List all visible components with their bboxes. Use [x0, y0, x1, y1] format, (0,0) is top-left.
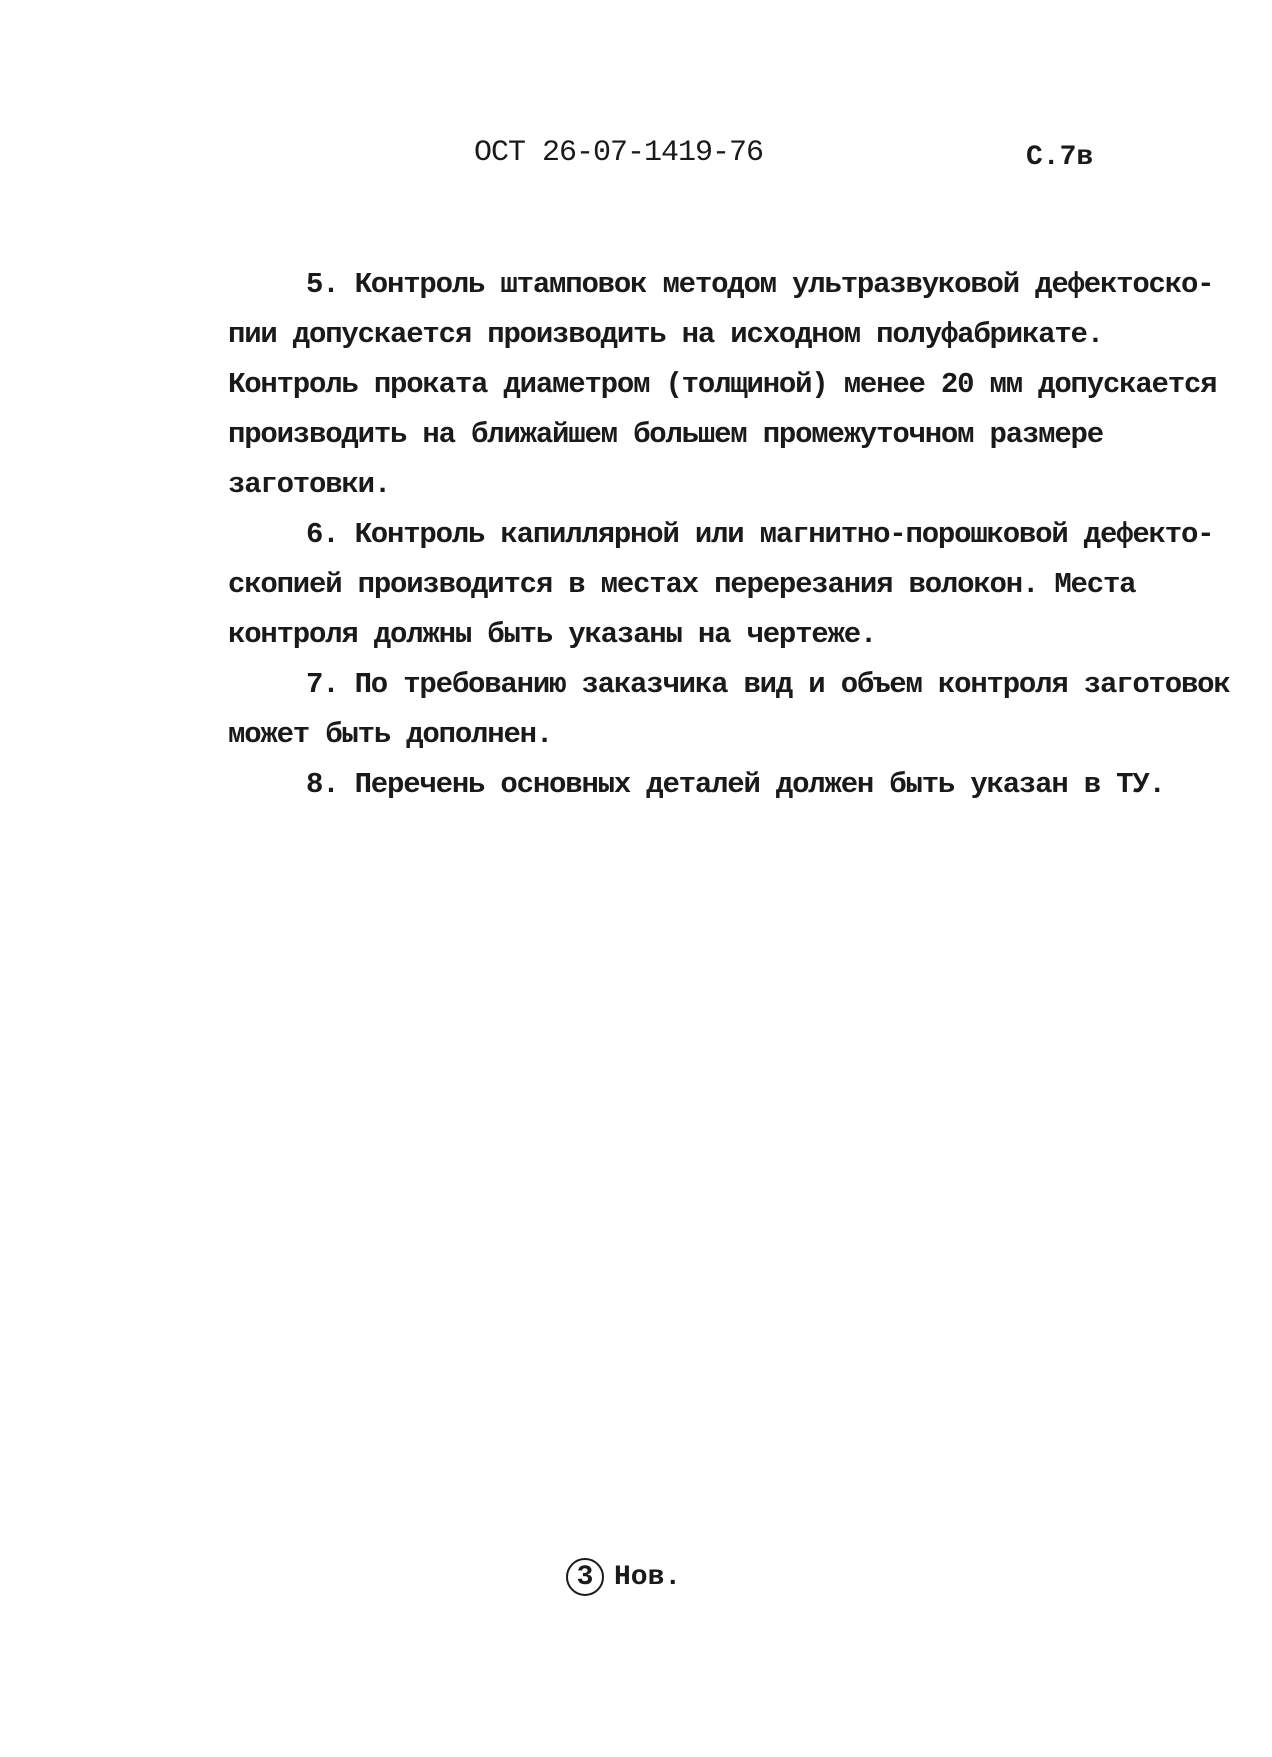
- revision-mark: [566, 1558, 681, 1596]
- body-line-6: 6. Контроль капиллярной или магнитно-порошковой дефекто-: [306, 518, 1214, 551]
- body-line-5: заготовки.: [228, 468, 391, 501]
- document-code: ОСТ 26-07-1419-76: [474, 136, 764, 170]
- body-line-11: 8. Перечень основных деталей должен быть указан в ТУ.: [306, 768, 1165, 801]
- body-line-8: контроля должны быть указаны на чертеже.: [228, 618, 877, 651]
- body-line-4: производить на ближайшем большем промежуточном размере: [228, 418, 1103, 451]
- page-number: С.7в: [1026, 142, 1094, 173]
- body-line-10: может быть дополнен.: [228, 718, 553, 751]
- body-line-2: пии допускается производить на исходном полуфабрикате.: [228, 318, 1103, 351]
- body-line-3: Контроль проката диаметром (толщиной) менее 20 мм допускается: [228, 368, 1217, 401]
- body-line-1: 5. Контроль штамповок методом ультразвуковой дефектоско-: [306, 268, 1214, 301]
- revision-label: Нов.: [614, 1561, 682, 1593]
- revision-number: 3: [566, 1558, 604, 1596]
- body-line-7: скопией производится в местах перерезания волокон. Места: [228, 568, 1136, 601]
- body-line-9: 7. По требованию заказчика вид и объем контроля заготовок: [306, 668, 1230, 701]
